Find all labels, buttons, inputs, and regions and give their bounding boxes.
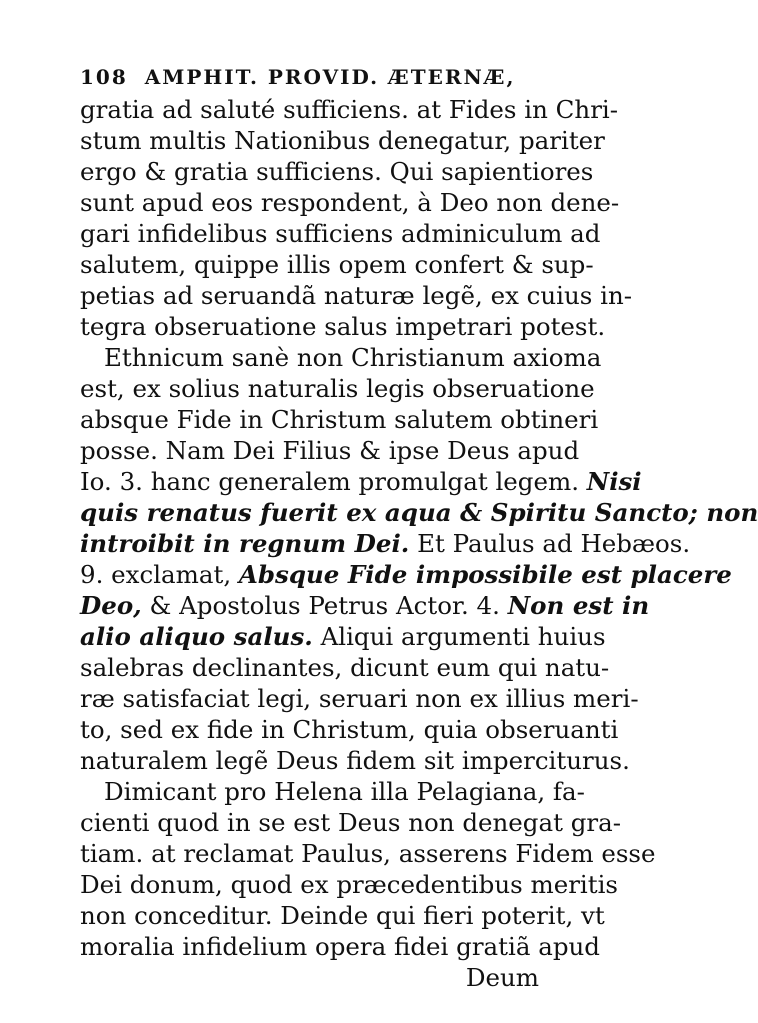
text-line	[80, 652, 610, 683]
running-head	[80, 60, 539, 94]
text-line	[80, 218, 601, 249]
text-segment: moralia infidelium opera fidei gratiã apud	[80, 932, 600, 961]
text-line	[80, 745, 630, 776]
italic-text: Non est in	[507, 591, 650, 620]
text-segment: stum multis Nationibus denegatur, pariter	[80, 126, 605, 155]
body-text	[80, 94, 758, 993]
text-line	[80, 125, 605, 156]
text-segment: tiam. at reclamat Paulus, asserens Fidem esse	[80, 839, 656, 868]
text-line	[80, 249, 594, 280]
text-segment: gari infidelibus sufficiens adminiculum ad	[80, 219, 601, 248]
text-segment: cienti quod in se est Deus non denegat gra-	[80, 808, 621, 837]
text-line	[80, 900, 605, 931]
text-line	[80, 404, 599, 435]
text-line	[80, 590, 650, 621]
text-line	[80, 373, 595, 404]
text-line	[80, 466, 642, 497]
text-segment: Dimicant pro Helena illa Pelagiana, fa-	[104, 777, 585, 806]
text-line	[80, 311, 606, 342]
italic-text: quis renatus fuerit ex aqua & Spiritu Sancto; non	[80, 498, 758, 527]
text-segment: non conceditur. Deinde qui fieri poterit, vt	[80, 901, 605, 930]
text-segment: sunt apud eos respondent, à Deo non dene-	[80, 188, 620, 217]
text-segment: gratia ad saluté sufficiens. at Fides in Chri-	[80, 95, 619, 124]
text-segment: to, sed ex fide in Christum, quia obseruanti	[80, 715, 619, 744]
text-line	[80, 838, 656, 869]
text-line	[80, 683, 639, 714]
text-segment: 9. exclamat,	[80, 560, 239, 589]
italic-text: Absque Fide impossibile est placere	[238, 560, 732, 589]
text-line	[80, 776, 585, 807]
text-segment: tegra obseruatione salus impetrari potest.	[80, 312, 606, 341]
text-line	[80, 342, 602, 373]
text-segment: Io. 3. hanc generalem promulgat legem.	[80, 467, 587, 496]
text-segment: posse. Nam Dei Filius & ipse Deus apud	[80, 436, 580, 465]
text-segment: ræ satisfaciat legi, seruari non ex illius meri-	[80, 684, 639, 713]
text-segment: ergo & gratia sufficiens. Qui sapientiores	[80, 157, 594, 186]
text-segment: absque Fide in Christum salutem obtineri	[80, 405, 599, 434]
text-line	[80, 156, 594, 187]
text-segment: & Apostolus Petrus Actor. 4.	[141, 591, 508, 620]
text-line	[80, 931, 600, 962]
text-segment: Ethnicum sanè non Christianum axioma	[104, 343, 602, 372]
text-line	[80, 497, 758, 528]
running-title: AMPHIT. PROVID. ÆTERNÆ,	[144, 65, 516, 89]
text-segment: Et Paulus ad Hebæos.	[409, 529, 691, 558]
text-segment: petias ad seruandã naturæ legẽ, ex cuius in-	[80, 281, 633, 310]
text-line	[80, 94, 619, 125]
text-segment: naturalem legẽ Deus fidem sit imperciturus.	[80, 746, 630, 775]
text-segment: Aliqui argumenti huius	[312, 622, 606, 651]
text-line	[80, 869, 618, 900]
text-line	[80, 280, 633, 311]
italic-text: Deo,	[80, 591, 142, 620]
italic-text: introibit in regnum Dei.	[80, 529, 410, 558]
text-line	[80, 962, 539, 993]
text-line	[80, 807, 621, 838]
page-number: 108	[80, 65, 128, 89]
italic-text: Nisi	[586, 467, 642, 496]
text-line	[80, 528, 691, 559]
text-line	[80, 559, 732, 590]
text-segment: Deum	[465, 963, 539, 992]
text-segment: salutem, quippe illis opem confert & sup-	[80, 250, 594, 279]
text-line	[80, 435, 580, 466]
text-segment: est, ex solius naturalis legis obseruatione	[80, 374, 595, 403]
text-line	[80, 621, 606, 652]
italic-text: alio aliquo salus.	[80, 622, 313, 651]
text-line	[80, 714, 619, 745]
text-line	[80, 187, 620, 218]
text-segment: Dei donum, quod ex præcedentibus meritis	[80, 870, 618, 899]
text-segment: salebras declinantes, dicunt eum qui natu-	[80, 653, 610, 682]
